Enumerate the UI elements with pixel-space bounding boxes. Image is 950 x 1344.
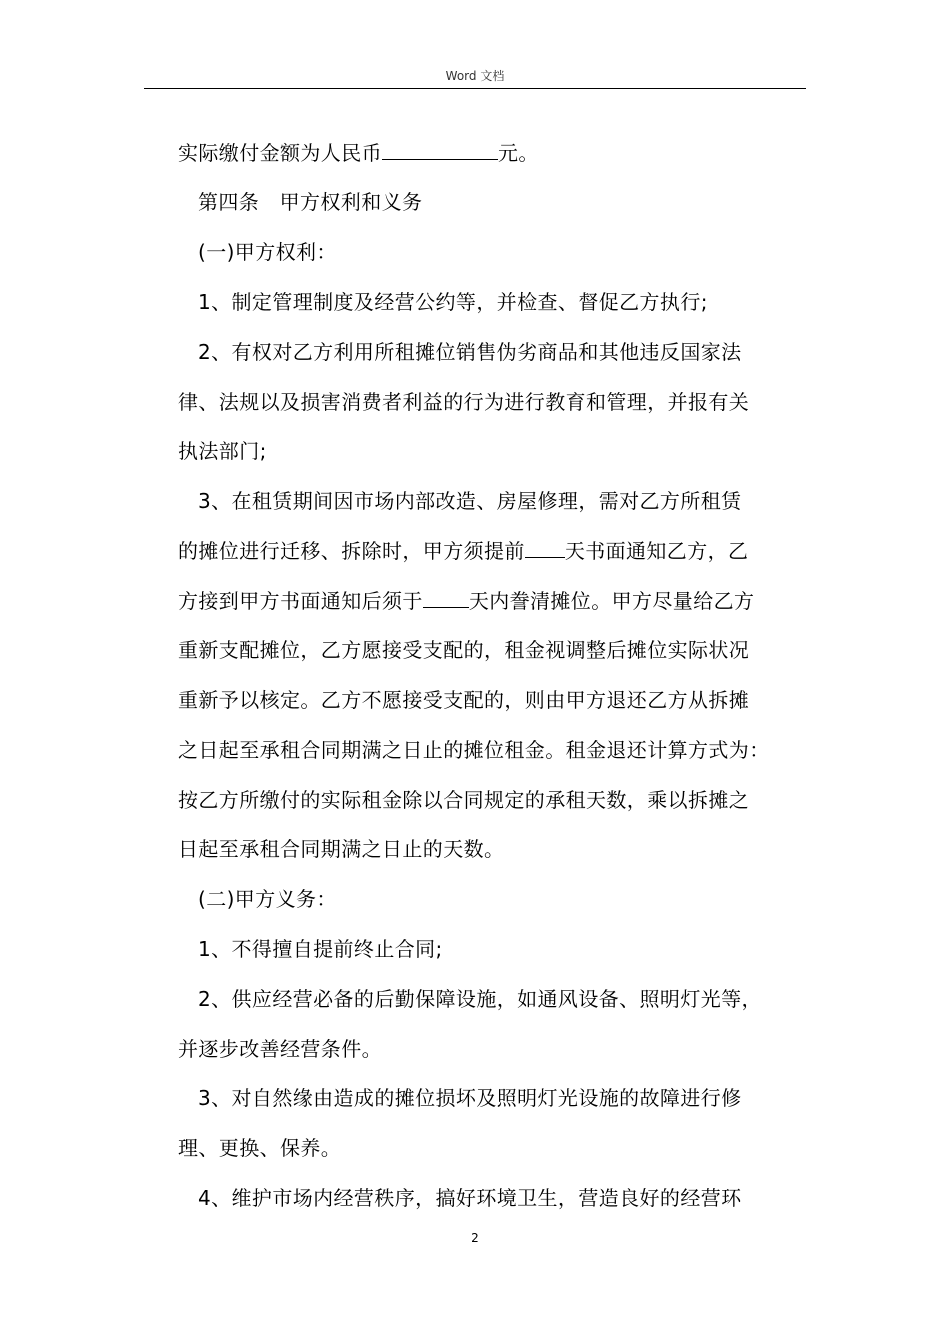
fill-blank [423,589,469,608]
body-line [178,588,754,614]
page-number: 2 [471,1231,479,1245]
body-text: 实际缴付金额为人民币 [178,141,382,165]
body-text: 元。 [498,141,539,165]
section-heading: (二)甲方义务： [198,887,337,911]
body-line: 3、在租赁期间因市场内部改造、房屋修理，需对乙方所租赁 [198,489,742,513]
body-line: 理、更换、保养。 [178,1136,342,1160]
body-line: 4、维护市场内经营秩序，搞好环境卫生，营造良好的经营环 [198,1186,742,1210]
fill-blank [525,539,565,558]
body-text: 天书面通知乙方，乙 [564,539,749,563]
article-heading: 第四条 甲方权利和义务 [198,190,423,214]
body-line: 1、制定管理制度及经营公约等，并检查、督促乙方执行; [198,290,708,314]
section-heading: (一)甲方权利： [198,240,337,264]
body-line: 3、对自然缘由造成的摊位损坏及照明灯光设施的故障进行修 [198,1086,742,1110]
fill-blank [382,141,498,160]
body-line: 2、供应经营必备的后勤保障设施，如通风设备、照明灯光等， [198,987,762,1011]
body-line: 重新支配摊位，乙方愿接受支配的，租金视调整后摊位实际状况 [178,638,750,662]
body-line: 之日起至承租合同期满之日止的摊位租金。租金退还计算方式为： [178,738,770,762]
header-title: Word 文档 [445,69,505,83]
body-text: 方接到甲方书面通知后须于 [178,589,423,613]
body-line: 2、有权对乙方利用所租摊位销售伪劣商品和其他违反国家法 [198,340,742,364]
body-line: 重新予以核定。乙方不愿接受支配的，则由甲方退还乙方从拆摊 [178,688,750,712]
body-line [178,140,539,166]
body-line: 并逐步改善经营条件。 [178,1037,382,1061]
body-line: 律、法规以及损害消费者利益的行为进行教育和管理，并报有关 [178,390,750,414]
body-line: 执法部门; [178,439,267,463]
body-line: 1、不得擅自提前终止合同; [198,937,443,961]
body-line [178,538,748,564]
body-text: 的摊位进行迁移、拆除时，甲方须提前 [178,539,525,563]
body-line: 按乙方所缴付的实际租金除以合同规定的承租天数，乘以拆摊之 [178,788,750,812]
body-text: 天内誊清摊位。甲方尽量给乙方 [468,589,755,613]
body-line: 日起至承租合同期满之日止的天数。 [178,837,505,861]
header-divider [144,88,806,89]
